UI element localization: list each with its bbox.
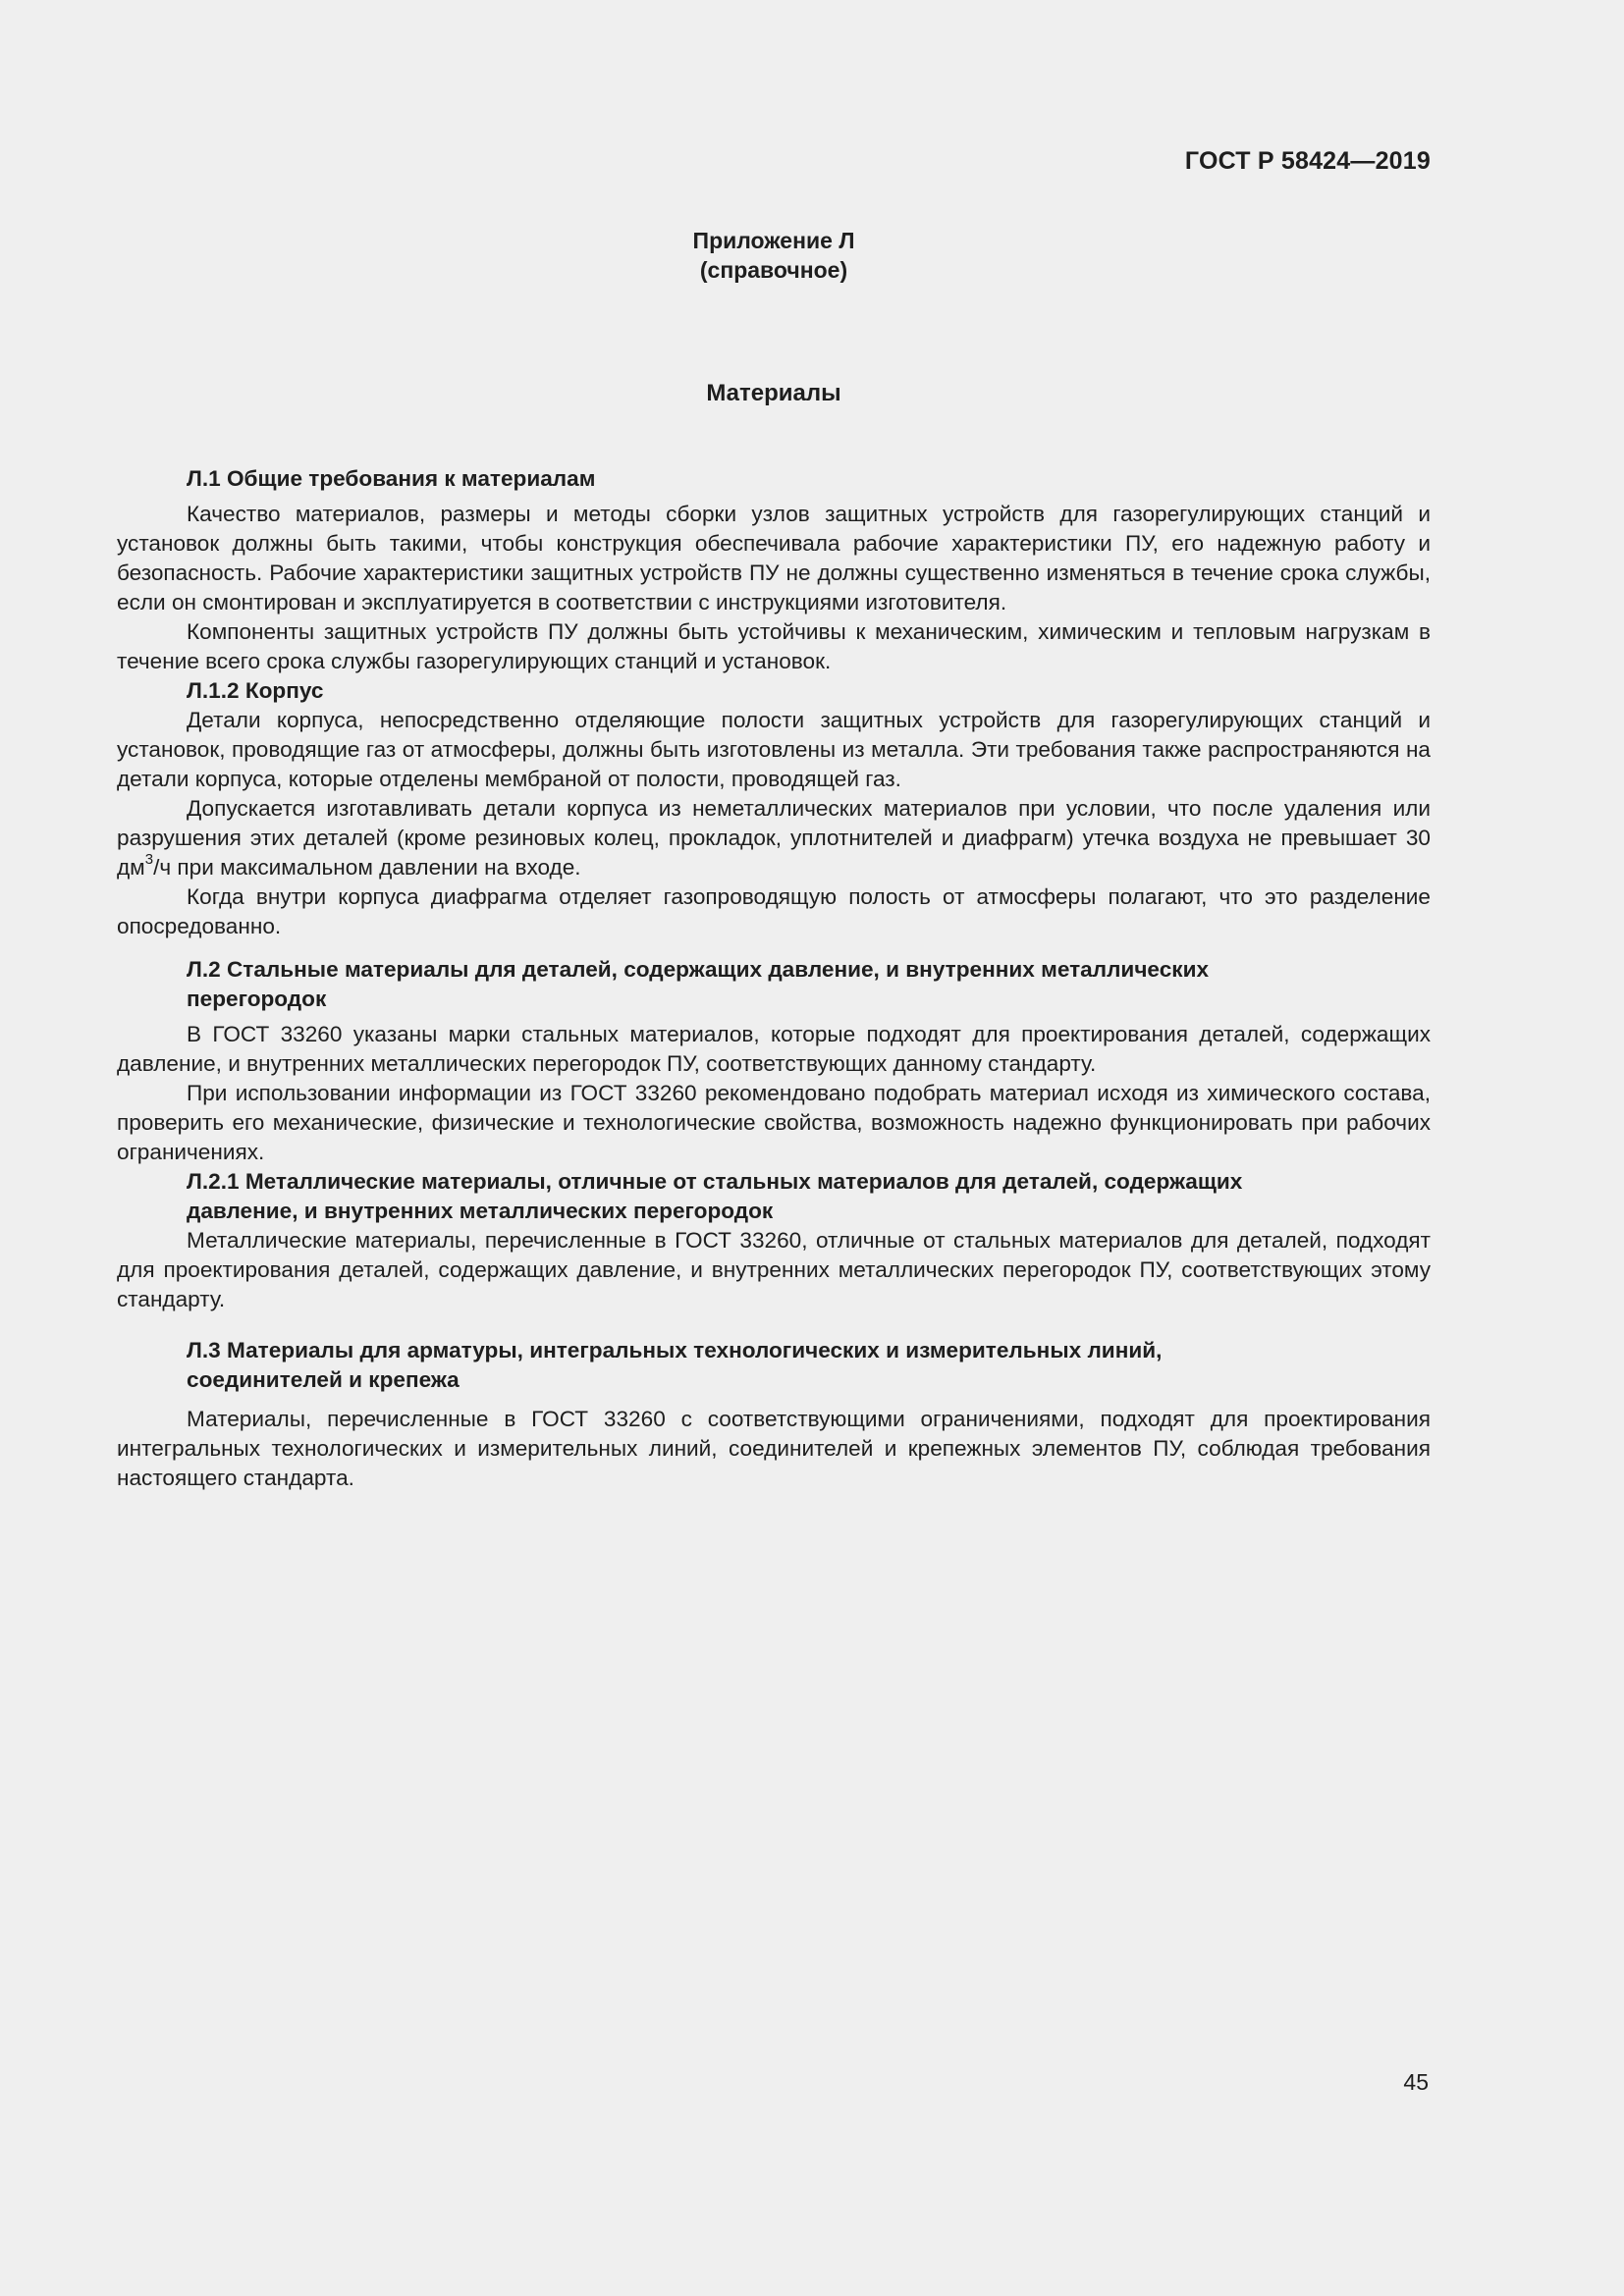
page-number: 45: [1403, 2069, 1429, 2095]
paragraph: В ГОСТ 33260 указаны марки стальных материалов, которые подходят для проектирования деталей, содержащих давление, и внутренних металлических перегородок ПУ, соответствующих данному стандарту.: [117, 1022, 1431, 1076]
page-title: Материалы: [706, 380, 841, 406]
document-body: [117, 464, 1431, 1493]
paragraph: При использовании информации из ГОСТ 33260 рекомендовано подобрать материал исходя из химического состава, проверить его механические, физические и технологические свойства, возможность надежно функционировать при рабочих ограничениях.: [117, 1081, 1431, 1164]
section-heading-l2-1: [117, 1167, 1431, 1226]
paragraph-text: /ч при максимальном давлении на входе.: [153, 855, 581, 880]
paragraph-with-superscript: [117, 794, 1431, 882]
section-heading-l2: [117, 955, 1431, 1014]
paragraph: Детали корпуса, непосредственно отделяющие полости защитных устройств для газорегулирующих станций и установок, проводящие газ от атмосферы, должны быть изготовлены из металла. Эти требования также распространяются на детали корпуса, которые отделены мембраной от полости, проводящей газ.: [117, 708, 1431, 791]
heading-line: перегородок: [187, 987, 327, 1011]
heading-line: Л.3 Материалы для арматуры, интегральных технологических и измерительных линий,: [187, 1338, 1163, 1362]
paragraph: Когда внутри корпуса диафрагма отделяет газопроводящую полость от атмосферы полагают, что это разделение опосредованно.: [117, 884, 1431, 938]
superscript: 3: [144, 851, 154, 869]
heading-line: давление, и внутренних металлических перегородок: [187, 1199, 774, 1223]
appendix-label: Приложение Л: [692, 228, 855, 253]
paragraph-text: Допускается изготавливать детали корпуса из неметаллических материалов при условии, что после удаления или разрушения этих деталей (кроме резиновых колец, прокладок, уплотнителей и диафрагм) утечка воздуха не превышает 30 дм: [117, 796, 1431, 880]
section-heading-l1-2: Л.1.2 Корпус: [187, 678, 324, 703]
heading-line: Л.2.1 Металлические материалы, отличные от стальных материалов для деталей, содержащих: [187, 1169, 1243, 1194]
heading-line: Л.2 Стальные материалы для деталей, содержащих давление, и внутренних металлических: [187, 957, 1210, 982]
paragraph: Компоненты защитных устройств ПУ должны быть устойчивы к механическим, химическим и тепловым нагрузкам в течение всего срока службы газорегулирующих станций и установок.: [117, 619, 1431, 673]
paragraph: Материалы, перечисленные в ГОСТ 33260 с соответствующими ограничениями, подходят для проектирования интегральных технологических и измерительных линий, соединителей и крепежных элементов ПУ, соблюдая требования настоящего стандарта.: [117, 1407, 1431, 1490]
paragraph: Качество материалов, размеры и методы сборки узлов защитных устройств для газорегулирующих станций и установок должны быть такими, чтобы конструкция обеспечивала рабочие характеристики ПУ, его надежную работу и безопасность. Рабочие характеристики защитных устройств ПУ не должны существенно изменяться в течение срока службы, если он смонтирован и эксплуатируется в соответствии с инструкциями изготовителя.: [117, 502, 1431, 614]
document-number: ГОСТ Р 58424—2019: [1184, 147, 1431, 175]
appendix-heading: [0, 226, 1547, 285]
heading-line: соединителей и крепежа: [187, 1367, 460, 1392]
paragraph: Металлические материалы, перечисленные в ГОСТ 33260, отличные от стальных материалов для деталей, подходят для проектирования деталей, содержащих давление, и внутренних металлических перегородок ПУ, соответствующих этому стандарту.: [117, 1228, 1431, 1311]
appendix-type: (справочное): [699, 257, 848, 283]
section-heading-l1: Л.1 Общие требования к материалам: [187, 466, 596, 491]
section-heading-l3: [117, 1336, 1431, 1395]
